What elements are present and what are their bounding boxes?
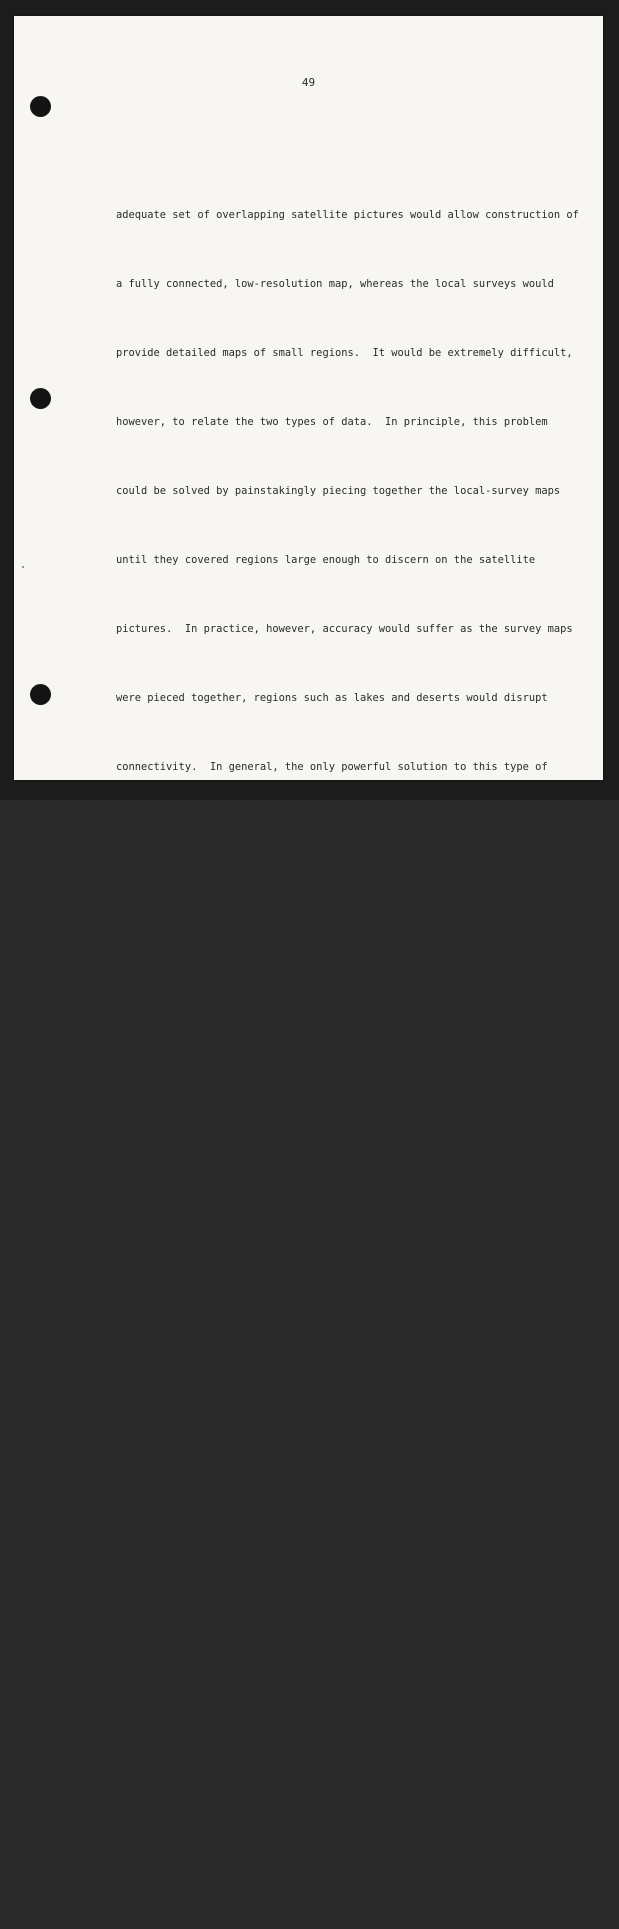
text-line: adequate set of overlapping satellite pictures would allow construction of <box>116 209 579 221</box>
text-line: were pieced together, regions such as lakes and deserts would disrupt <box>116 692 548 704</box>
page-number: 49 <box>301 76 316 89</box>
text-line: connectivity. In general, the only powerful solution to this type of <box>116 761 548 773</box>
punch-hole-top <box>30 96 51 117</box>
text-line: whole series of intermediate resolutions. <box>116 899 373 911</box>
text-line: however, to relate the two types of data. In principle, this problem <box>116 416 548 428</box>
text-line: pictures. In practice, however, accuracy would suffer as the survey maps <box>116 623 573 635</box>
text-line: could be solved by painstakingly piecing together the local-survey maps <box>116 485 561 497</box>
text-line: until they covered regions large enough to discern on the satellite <box>116 554 536 566</box>
text-line: restriction-site maps correspond to the local surveys. Even the most <box>116 1198 548 1210</box>
text-line: extensive restriction-site maps of local regions of human chromosomes do <box>116 1267 567 1279</box>
text-line: these techniques are still being developed. Ultimately, the DNA sequence <box>116 1474 573 1486</box>
paper-sheet <box>14 16 603 1831</box>
text-line: resolutions. <box>116 1819 192 1831</box>
text-line: possible resolution. Nonetheless, as the analogy with conventional <box>116 1612 536 1624</box>
text-line: not yet cover even a single band on the cytogenetic map. Prospects for <box>116 1336 561 1348</box>
text-line: problem lies in the development of mapping methods that can achieve a <box>116 830 548 842</box>
punch-hole-bottom <box>30 684 51 705</box>
paragraph-1 <box>116 158 579 963</box>
text-line: filling in intermediate levels of the resolution hierarchy are good, but <box>116 1405 567 1417</box>
punch-hole-middle <box>30 388 51 409</box>
text-line: cartography suggests, sequencing cannot stand alone: it must anchor--at <box>116 1681 567 1693</box>
body-text <box>116 112 579 1929</box>
text-line: In chromosome mapping, cytogenetic maps of the banding patterns seen <box>116 1060 567 1072</box>
text-line: will represent the physical map of the human genome at the highest <box>116 1543 529 1555</box>
text-line: in the light microscope correspond to the satellite pictures, whereas <box>116 1129 548 1141</box>
text-line: the high-resolution end--a program of mapping at a whole hierarchy of <box>116 1750 548 1762</box>
text-line: a fully connected, low-resolution map, whereas the local surveys would <box>116 278 554 290</box>
text-line: provide detailed maps of small regions. It would be extremely difficult, <box>116 347 573 359</box>
paper-speck <box>22 566 24 568</box>
paragraph-2 <box>116 1009 573 1883</box>
